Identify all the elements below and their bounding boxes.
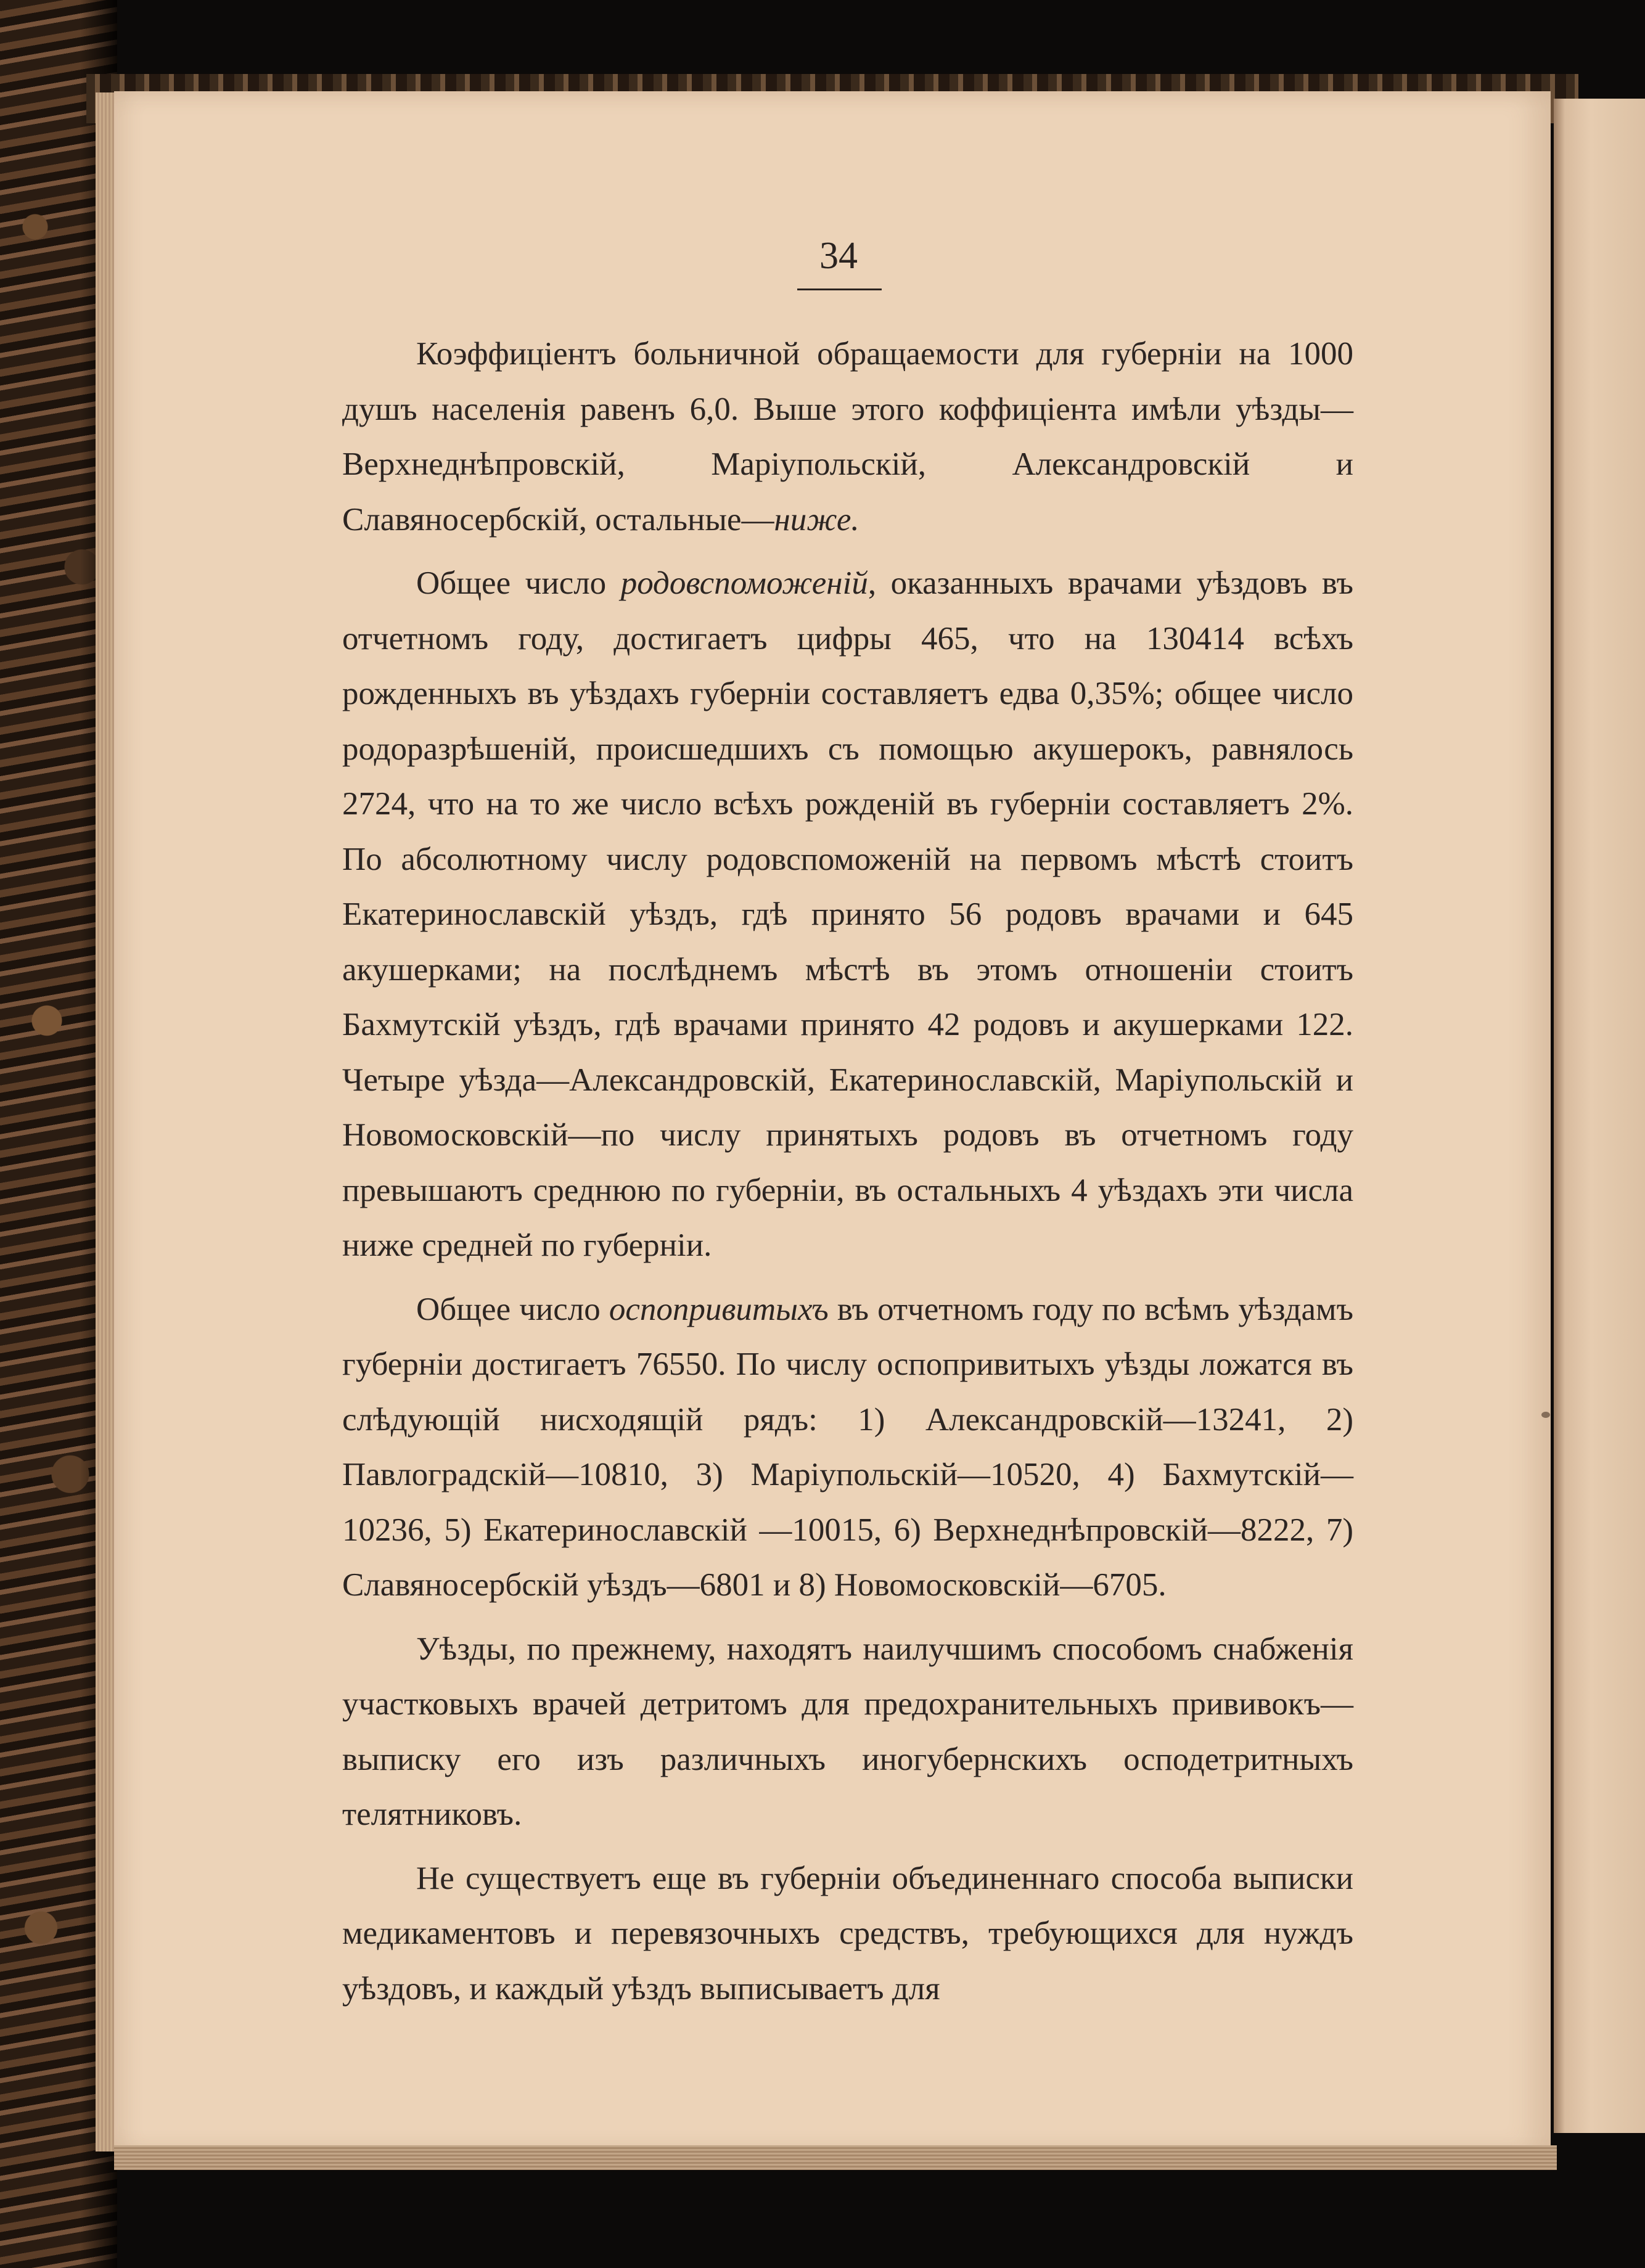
- paragraph-text-before: Общее число: [416, 1291, 609, 1327]
- page-number-rule: [797, 289, 882, 290]
- paragraph-hospital-coefficient: [342, 327, 1353, 547]
- paragraph-detritus-supply: [342, 1622, 1353, 1843]
- paragraph-text: Коэффиціентъ больничной обращаемости для губерніи на 1000 душъ населенія равенъ 6,0. Выше этого коффиціента имѣли уѣзды—Верхнеднѣпровскій, Маріупольскій, Александровскій и Славяносербскій, остальные—: [342, 336, 1353, 538]
- page-stack-bottom: [114, 2145, 1557, 2170]
- paragraph-text: Уѣзды, по прежнему, находятъ наилучшимъ способомъ снабженія участковыхъ врачей детритомъ для предохранительныхъ прививокъ—выписку его изъ различныхъ иногубернскихъ осподетритныхъ телятниковъ.: [342, 1631, 1353, 1832]
- paragraph-text-after: въ отчетномъ году по всѣмъ уѣздамъ губерніи достигаетъ 76550. По числу оспопривитыхъ уѣзды ложатся въ слѣдующій нисходящій рядъ: 1) Александровскій—13241, 2) Павлоградскій—10810, 3) Маріупольскій—10520, 4) Бахмутскій—10236, 5) Екатеринославскій —10015, 6) Верхнеднѣпровскій—8222, 7) Славяносербскій уѣздъ—6801 и 8) Новомосковскій—6705.: [342, 1291, 1354, 1603]
- page-stain: [1541, 1412, 1550, 1418]
- adjacent-page: [1554, 99, 1645, 2133]
- paragraph-text-before: Общее число: [416, 565, 621, 601]
- paragraph-vaccinated: [342, 1282, 1353, 1613]
- paragraph-emphasis: ниже.: [774, 501, 859, 538]
- paragraph-medicine-supply: [342, 1851, 1353, 2017]
- paragraph-emphasis: родовспоможеній: [620, 565, 868, 601]
- body-text: [342, 327, 1353, 2025]
- paragraph-text-after: , оказанныхъ врачами уѣздовъ въ отчетномъ году, достигаетъ цифры 465, что на 130414 всѣхъ рожденныхъ въ уѣздахъ губерніи составляетъ едва 0,35%; общее число родоразрѣшеній, происшедшихъ съ помощью акушерокъ, равнялось 2724, что на то же число всѣхъ рожденій въ губерніи составляетъ 2%. По абсолютному числу родовспоможеній на первомъ мѣстѣ стоитъ Екатеринославскій уѣздъ, гдѣ принято 56 родовъ врачами и 645 акушерками; на послѣднемъ мѣстѣ въ этомъ отношеніи стоитъ Бахмутскій уѣздъ, гдѣ врачами принято 42 родовъ и акушерками 122. Четыре уѣзда—Александровскій, Екатеринославскій, Маріупольскій и Новомосковскій—по числу принятыхъ родовъ въ отчетномъ году превышаютъ среднюю по губерніи, въ остальныхъ 4 уѣздахъ эти числа ниже средней по губерніи.: [342, 565, 1353, 1263]
- paragraph-text: Не существуетъ еще въ губерніи объединеннаго способа выписки медикаментовъ и перевязочныхъ средствъ, требующихся для нуждъ уѣздовъ, и каждый уѣздъ выписываетъ для: [342, 1860, 1353, 2007]
- paragraph-obstetric-aid: [342, 556, 1353, 1274]
- page-number: 34: [819, 235, 858, 277]
- paragraph-emphasis: оспопривитыхъ: [609, 1291, 829, 1327]
